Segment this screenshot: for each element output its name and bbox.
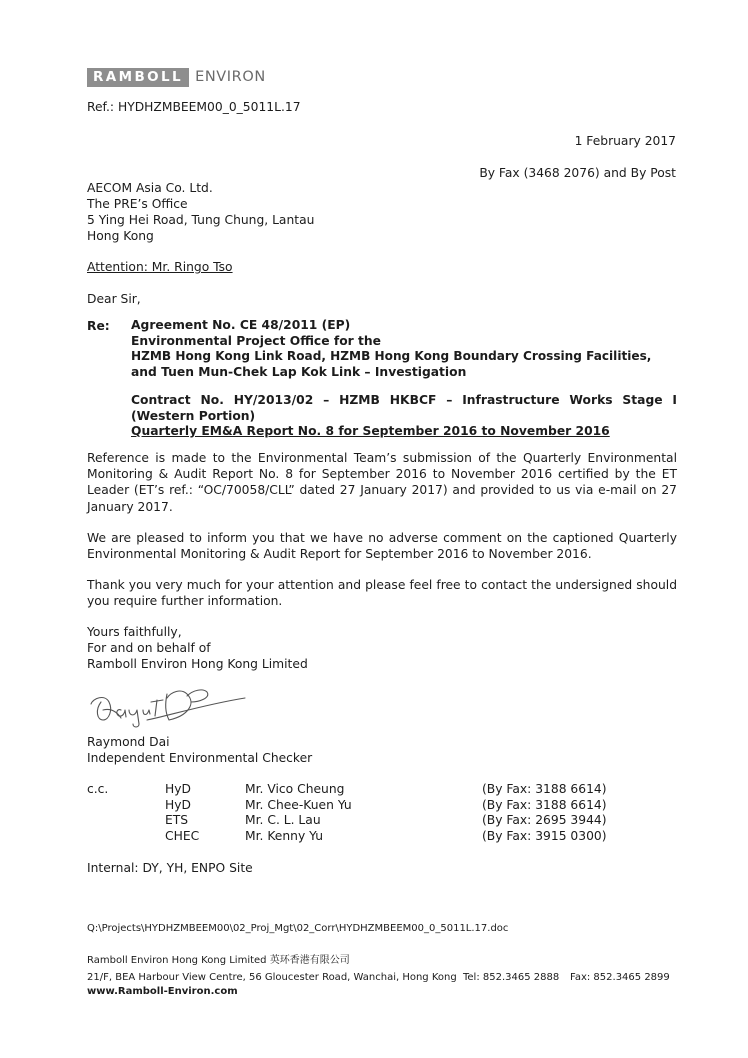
handwritten-signature <box>87 680 247 728</box>
address-line: AECOM Asia Co. Ltd. <box>87 181 213 195</box>
report-title: Quarterly EM&A Report No. 8 for September 2016 to November 2016 <box>131 424 610 438</box>
logo-word: ENVIRON <box>195 69 266 85</box>
signer-title: Independent Environmental Checker <box>87 751 313 765</box>
subject-line: HZMB Hong Kong Link Road, HZMB Hong Kong Boundary Crossing Facilities, <box>131 349 652 363</box>
closing-line: Ramboll Environ Hong Kong Limited <box>87 657 308 671</box>
footer-company: Ramboll Environ Hong Kong Limited 英环香港有限公司 <box>87 955 350 966</box>
cc-label: c.c. <box>87 782 109 796</box>
cc-fax: (By Fax: 3188 6614) <box>482 782 607 796</box>
closing-line: For and on behalf of <box>87 641 211 655</box>
contract-line: (Western Portion) <box>131 408 256 423</box>
cc-fax: (By Fax: 3915 0300) <box>482 829 607 843</box>
body-paragraph-2: We are pleased to inform you that we have no adverse comment on the captioned Quarterly Environmental Monitoring & Audit Report for September 2016 to November 2016. <box>87 531 677 562</box>
address-line: 5 Ying Hei Road, Tung Chung, Lantau <box>87 213 315 227</box>
contract-block <box>131 393 677 440</box>
recipient-address <box>87 180 314 244</box>
footer-website[interactable]: www.Ramboll-Environ.com <box>87 986 238 997</box>
re-label: Re: <box>87 319 110 333</box>
subject-block <box>131 318 651 380</box>
delivery-method: By Fax (3468 2076) and By Post <box>479 166 676 180</box>
file-path: Q:\Projects\HYDHZMBEEM00\02_Proj_Mgt\02_Corr\HYDHZMBEEM00_0_5011L.17.doc <box>87 923 509 934</box>
closing-block <box>87 624 308 672</box>
cc-name: Mr. Chee-Kuen Yu <box>245 798 352 812</box>
subject-line: Agreement No. CE 48/2011 (EP) <box>131 318 351 332</box>
internal-distribution: Internal: DY, YH, ENPO Site <box>87 861 253 875</box>
footer-phone: Tel: 852.3465 2888 <box>463 972 560 983</box>
signer-name: Raymond Dai <box>87 735 170 749</box>
address-line: The PRE’s Office <box>87 197 188 211</box>
cc-name: Mr. Vico Cheung <box>245 782 345 796</box>
reference-number: Ref.: HYDHZMBEEM00_0_5011L.17 <box>87 100 301 114</box>
letter-date: 1 February 2017 <box>574 134 676 148</box>
cc-name: Mr. Kenny Yu <box>245 829 324 843</box>
cc-fax: (By Fax: 3188 6614) <box>482 798 607 812</box>
closing-line: Yours faithfully, <box>87 625 182 639</box>
cc-org: HyD <box>165 798 191 812</box>
cc-org: CHEC <box>165 829 200 843</box>
salutation: Dear Sir, <box>87 292 141 306</box>
cc-fax: (By Fax: 2695 3944) <box>482 813 607 827</box>
footer-address: 21/F, BEA Harbour View Centre, 56 Gloucester Road, Wanchai, Hong Kong <box>87 972 457 983</box>
body-paragraph-1: Reference is made to the Environmental Team’s submission of the Quarterly Environmental Monitoring & Audit Report No. 8 for September 2016 to November 2016 certified by the ET Leader (ET’s ref.: “OC/70058/CLL” dated 27 January 2017) and provided to us via e-mail on 27 January 2017. <box>87 451 677 514</box>
address-line: Hong Kong <box>87 229 154 243</box>
cc-name: Mr. C. L. Lau <box>245 813 321 827</box>
contract-line: Contract No. HY/2013/02 – HZMB HKBCF – Infrastructure Works Stage I <box>131 393 677 407</box>
subject-line: and Tuen Mun-Chek Lap Kok Link – Investigation <box>131 364 467 379</box>
company-logo <box>87 66 266 88</box>
attention-line: Attention: Mr. Ringo Tso <box>87 260 233 274</box>
cc-org: HyD <box>165 782 191 796</box>
signer-block <box>87 734 312 766</box>
subject-line: Environmental Project Office for the <box>131 333 381 348</box>
footer-fax: Fax: 852.3465 2899 <box>570 972 670 983</box>
cc-org: ETS <box>165 813 189 827</box>
body-paragraph-3: Thank you very much for your attention and please feel free to contact the undersigned should you require further information. <box>87 578 677 609</box>
logo-brand: RAMBOLL <box>93 69 184 85</box>
logo-brand-box <box>87 68 189 87</box>
